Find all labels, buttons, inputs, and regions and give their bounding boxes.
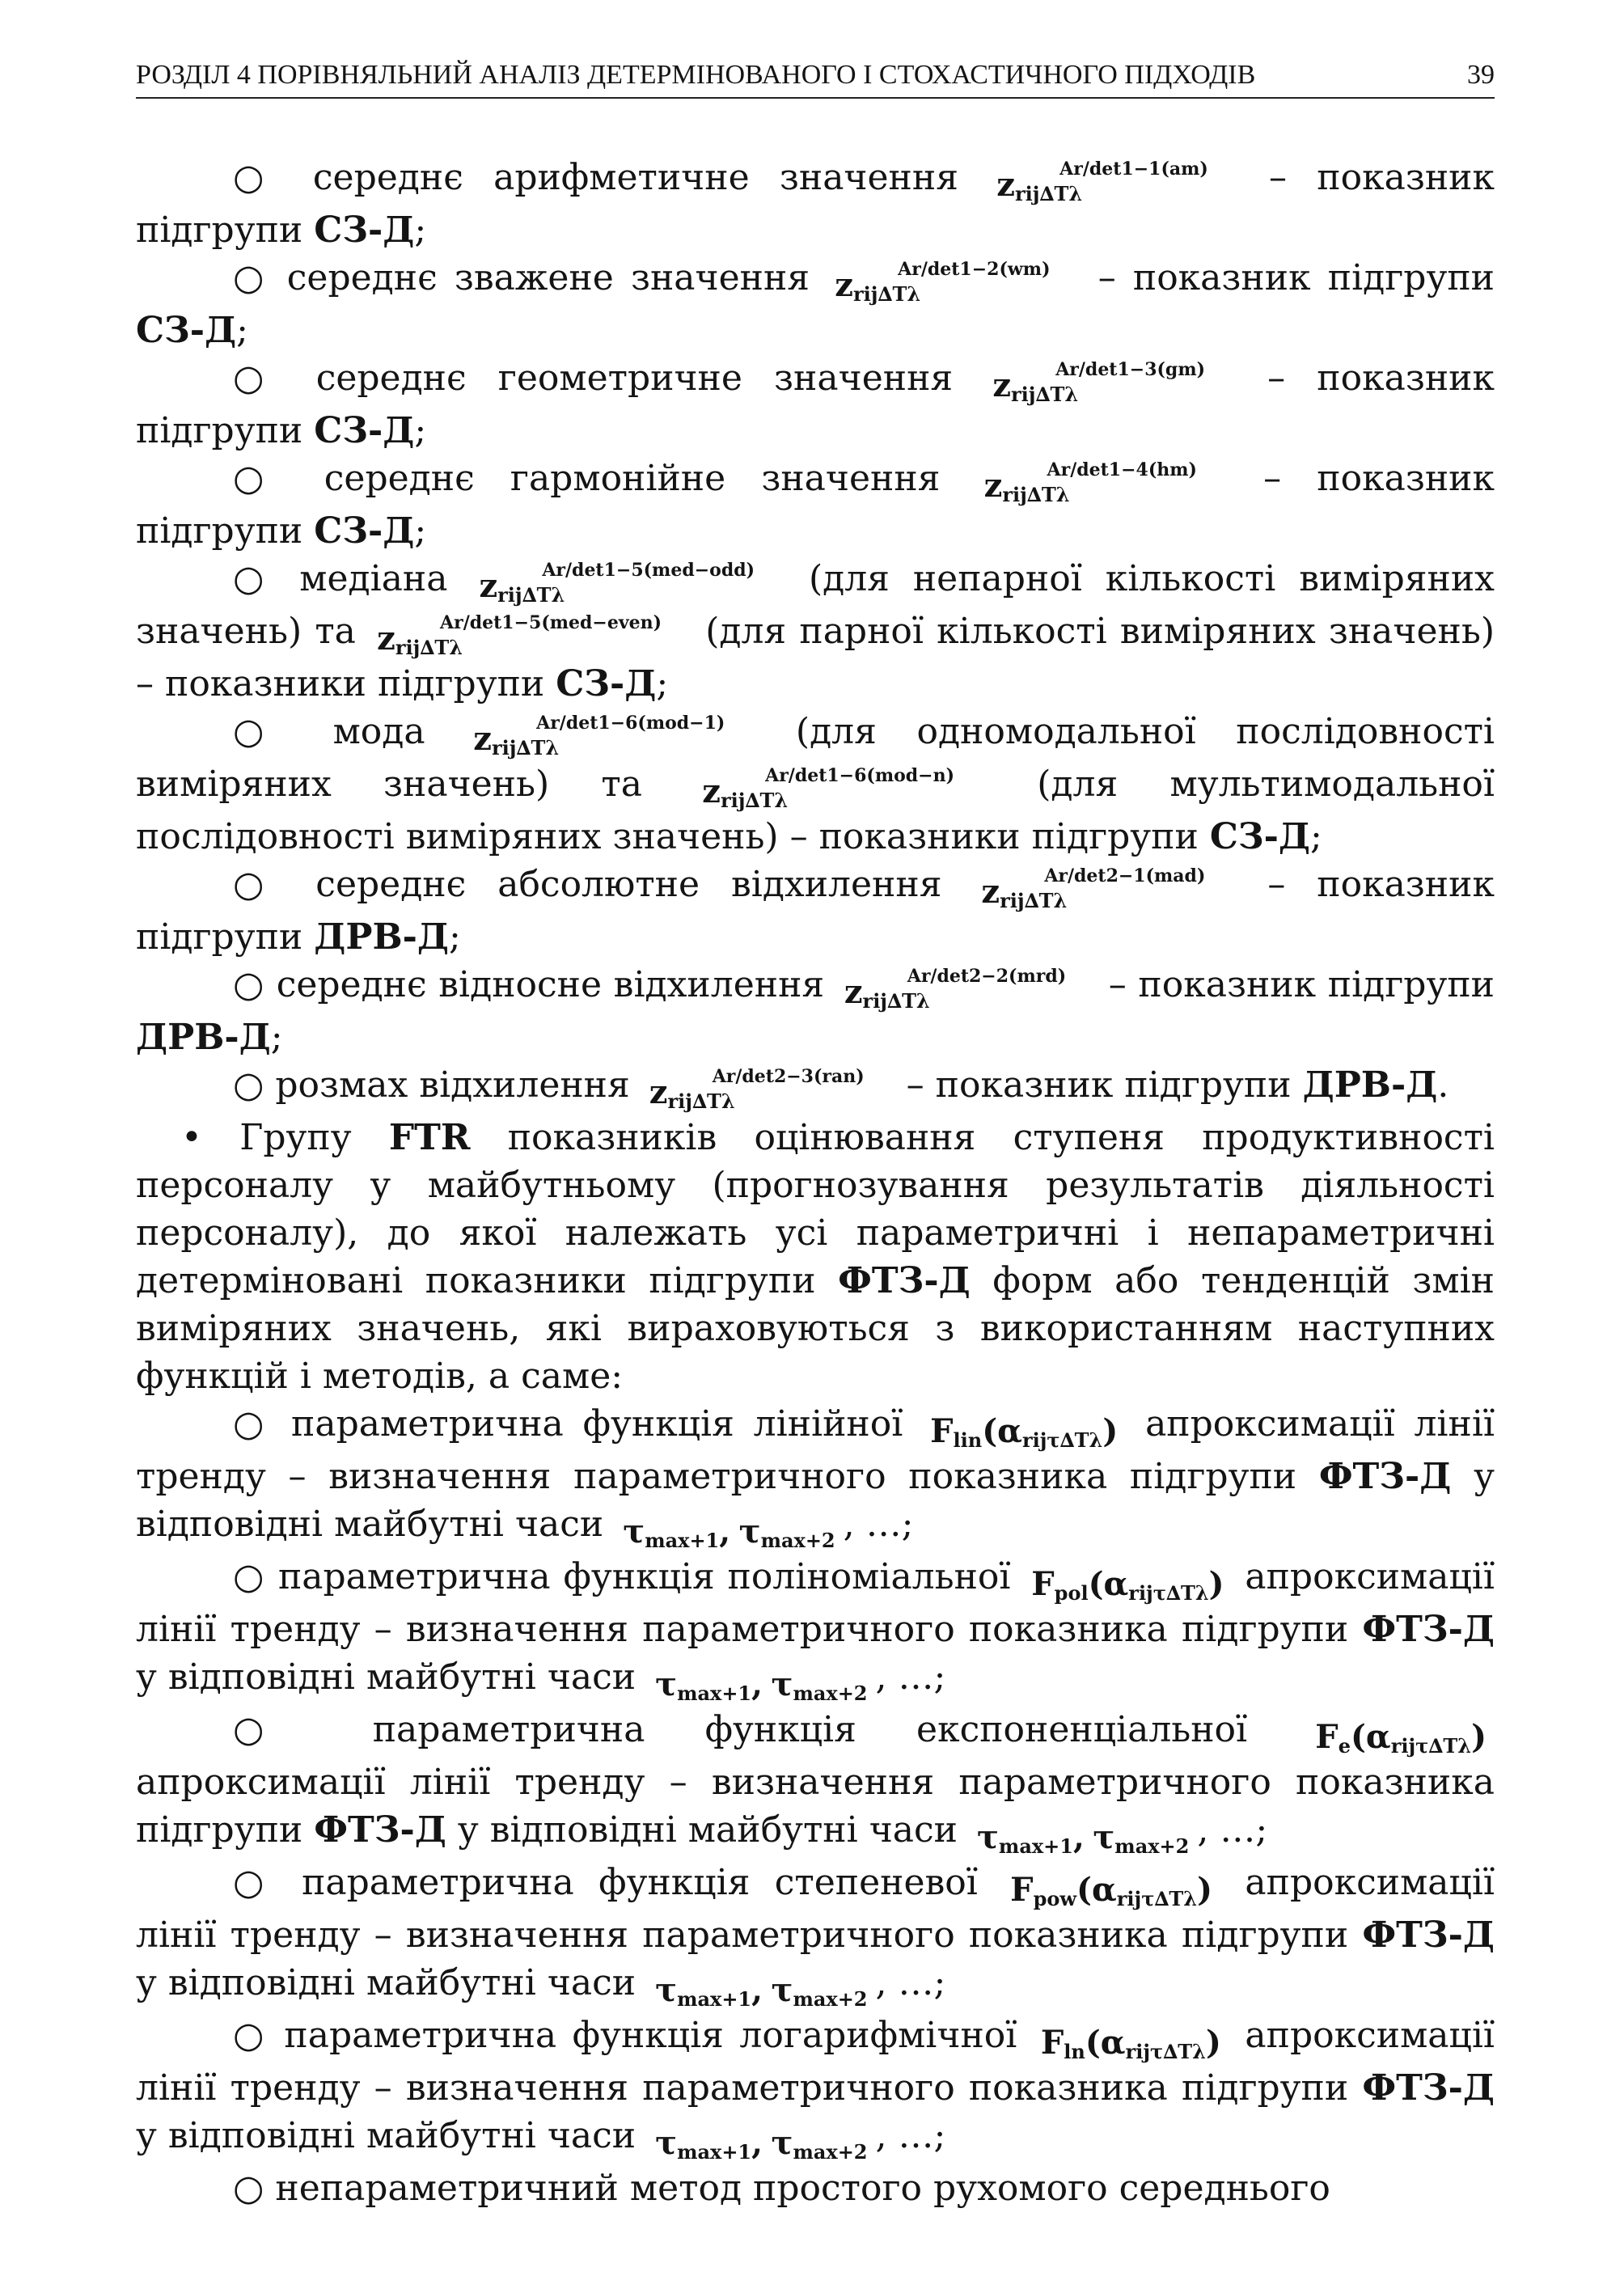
formula-sup: Ar/det1−5(med−even)	[440, 612, 662, 633]
item-text: апроксимації лінії тренду – визначення параметричного показника підгрупи	[136, 2015, 1495, 2109]
tau: τ	[771, 1971, 793, 2009]
punct: ;	[236, 310, 248, 351]
punct: ;	[270, 1017, 283, 1058]
item-text: у відповідні майбутні часи	[136, 1656, 636, 1698]
fn-arg: (α	[1350, 1718, 1391, 1756]
subgroup-label: ДРВ-Д	[314, 916, 450, 958]
running-header	[136, 60, 1495, 99]
formula-sub: rij∆Tλ	[497, 583, 565, 607]
item-text: ○ середнє гармонійне значення	[233, 458, 941, 499]
formula-sub: rij∆Tλ	[1002, 483, 1070, 506]
formula-sub: rij∆Tλ	[1014, 182, 1083, 205]
subgroup-label: СЗ-Д	[314, 510, 415, 552]
tau: τ	[655, 1971, 678, 2009]
tau-sub: max+2	[793, 2140, 868, 2164]
item-text: – показник підгрупи	[136, 357, 1495, 451]
item-text: ○ середнє абсолютне відхилення	[233, 864, 942, 905]
formula-sub: rij∆Tλ	[1000, 889, 1068, 912]
tau-sub: max+2	[793, 1682, 868, 1705]
formula-sup: Ar/det2−1(mad)	[1044, 865, 1206, 886]
formula	[473, 713, 747, 760]
fn-arg: (α	[1085, 2024, 1126, 2062]
item-weighted-mean	[136, 254, 1495, 354]
tau-sub: max+2	[1114, 1834, 1190, 1858]
tau-sub: max+1	[645, 1529, 720, 1552]
formula	[981, 865, 1228, 913]
punct: , …;	[875, 1656, 946, 1698]
function-power	[136, 1859, 1495, 2012]
sep: ,	[751, 1665, 763, 1703]
tau: τ	[738, 1512, 761, 1551]
formula-base: z	[844, 973, 863, 1011]
group-label: FTR	[388, 1117, 471, 1158]
subgroup-label: СЗ-Д	[314, 410, 415, 451]
sep: ,	[751, 2124, 763, 2162]
function-polynomial	[136, 1553, 1495, 1706]
item-simple-moving-average	[136, 2164, 1495, 2212]
item-harmonic-mean	[136, 455, 1495, 555]
formula-sup: Ar/det1−4(hm)	[1047, 459, 1197, 480]
fn-arg: (α	[982, 1412, 1022, 1450]
formula	[983, 459, 1220, 507]
punct: .	[1437, 1064, 1449, 1106]
formula-base: z	[702, 772, 721, 810]
tau: τ	[771, 1665, 793, 1703]
function-formula	[1010, 1871, 1213, 1911]
item-text: ○ мода	[233, 711, 425, 752]
formula	[649, 1066, 887, 1114]
formula-base: z	[649, 1073, 668, 1111]
punct: ;	[414, 209, 427, 251]
fn-arg-sub: rijτ∆Tλ	[1128, 1581, 1209, 1605]
header-title: РОЗДІЛ 4 ПОРІВНЯЛЬНИЙ АНАЛІЗ ДЕТЕРМІНОВАНОГО І СТОХАСТИЧНОГО ПІДХОДІВ	[136, 60, 1256, 90]
formula-base: z	[377, 620, 395, 658]
fn-close: )	[1208, 1565, 1224, 1603]
item-text: у відповідні майбутні часи	[457, 1809, 958, 1851]
item-text: – показник підгрупи	[136, 458, 1495, 552]
item-arithmetic-mean	[136, 154, 1495, 254]
formula-sup: Ar/det1−5(med−odd)	[542, 560, 755, 581]
punct: ;	[1309, 816, 1322, 857]
punct: ;	[414, 410, 427, 451]
formula-base: z	[983, 467, 1003, 505]
item-mode	[136, 708, 1495, 861]
punct: ;	[656, 663, 669, 704]
item-geometric-mean	[136, 354, 1495, 455]
item-text: у відповідні майбутні часи	[136, 2115, 636, 2156]
tau-sub: max+2	[793, 1987, 868, 2011]
item-text: ○ параметрична функція експоненціальної	[233, 1709, 1248, 1750]
subgroup-label: ФТЗ-Д	[838, 1260, 971, 1301]
fn-arg-sub: rijτ∆Tλ	[1390, 1734, 1472, 1758]
punct: , …;	[1197, 1809, 1268, 1851]
item-text: – показник підгрупи	[906, 1064, 1292, 1106]
item-mean-absolute-deviation	[136, 861, 1495, 961]
subgroup-label: ФТЗ-Д	[1362, 2067, 1495, 2109]
subgroup-label: СЗ-Д	[556, 663, 657, 704]
fn-sub: pow	[1033, 1887, 1077, 1910]
item-text: (для мультимодальної послідовності виміряних значень) – показники підгрупи	[136, 764, 1495, 857]
formula-sup: Ar/det1−1(am)	[1059, 159, 1208, 180]
fn-base: F	[1315, 1718, 1339, 1756]
bullet-text: показників оцінювання ступеня продуктивності персоналу у майбутньому (прогнозування результатів діяльності персоналу), до якої належать усі параметричні і непараметричні детерміновані показники підгрупи	[136, 1117, 1495, 1301]
item-range	[136, 1061, 1495, 1114]
item-text: – показник підгрупи	[136, 864, 1495, 958]
fn-sub: pol	[1054, 1581, 1089, 1605]
function-formula	[1031, 1565, 1224, 1606]
formula-sub: rij∆Tλ	[862, 989, 930, 1013]
item-text: ○ непараметричний метод простого рухомого середнього	[233, 2168, 1330, 2209]
item-text: ○ середнє геометричне значення	[233, 357, 954, 399]
formula-sup: Ar/det1−6(mod−n)	[765, 765, 955, 786]
item-text: ○ параметрична функція логарифмічної	[233, 2015, 1017, 2056]
subgroup-label: СЗ-Д	[1209, 816, 1310, 857]
item-text: (для непарної кількості виміряних значень) та	[136, 558, 1495, 652]
formula-base: z	[992, 366, 1012, 404]
fn-sub: lin	[953, 1428, 983, 1452]
item-text: – показник підгрупи	[136, 157, 1495, 251]
punct: , …;	[875, 2115, 946, 2156]
tau-sub: max+1	[998, 1834, 1073, 1858]
formula	[479, 560, 777, 607]
page-number: 39	[1467, 60, 1495, 90]
item-text: апроксимації лінії тренду – визначення параметричного показника підгрупи	[136, 1403, 1495, 1497]
tau: τ	[977, 1818, 999, 1856]
formula	[702, 765, 977, 813]
item-text: – показник підгрупи	[1097, 257, 1495, 298]
formula-sub: rij∆Tλ	[395, 636, 463, 659]
item-text: у відповідні майбутні часи	[136, 1962, 636, 2003]
formula	[996, 159, 1231, 206]
tau-sub: max+1	[677, 1987, 752, 2011]
function-exponential	[136, 1706, 1495, 1859]
fn-base: F	[1010, 1871, 1034, 1909]
sep: ,	[719, 1512, 731, 1551]
tau-sub: max+2	[760, 1529, 835, 1552]
subgroup-label: ФТЗ-Д	[1362, 1609, 1495, 1650]
sep: ,	[1072, 1818, 1085, 1856]
function-linear	[136, 1400, 1495, 1553]
punct: ;	[449, 916, 461, 958]
main-text	[136, 154, 1495, 2212]
formula-sup: Ar/det2−3(ran)	[712, 1066, 865, 1087]
punct: , …;	[843, 1504, 914, 1545]
fn-arg-sub: rijτ∆Tλ	[1125, 2040, 1206, 2063]
ftr-group-bullet	[136, 1114, 1495, 1400]
item-text: (для парної кількості виміряних значень) – показники підгрупи	[136, 611, 1495, 704]
subgroup-label: ФТЗ-Д	[314, 1809, 446, 1851]
formula-sub: rij∆Tλ	[667, 1089, 735, 1113]
tau-sub: max+1	[677, 1682, 752, 1705]
subgroup-label: ФТЗ-Д	[1318, 1456, 1452, 1497]
bullet-text: форм або тенденцій змін виміряних значень, які вираховуються з використанням наступних функцій і методів, а саме:	[136, 1260, 1495, 1397]
item-text: (для одномодальної послідовності виміряних значень) та	[136, 711, 1495, 805]
bullet-text: • Групу	[181, 1117, 352, 1158]
fn-sub: e	[1338, 1734, 1351, 1758]
fn-sub: ln	[1064, 2040, 1085, 2063]
formula	[844, 966, 1089, 1013]
tau: τ	[655, 2124, 678, 2162]
item-text: апроксимації лінії тренду – визначення параметричного показника підгрупи	[136, 1862, 1495, 1956]
formula-base: z	[981, 873, 1000, 911]
function-formula	[930, 1412, 1119, 1453]
tau: τ	[1093, 1818, 1115, 1856]
tau-formula	[655, 1665, 868, 1706]
item-text: ○ середнє арифметичне значення	[233, 157, 958, 198]
formula-base: z	[996, 166, 1015, 204]
fn-arg: (α	[1088, 1565, 1129, 1603]
formula-sup: Ar/det1−2(wm)	[898, 259, 1051, 280]
item-text: апроксимації лінії тренду – визначення параметричного показника підгрупи	[136, 1556, 1495, 1650]
fn-close: )	[1205, 2024, 1221, 2062]
item-text: апроксимації лінії тренду – визначення параметричного показника підгрупи	[136, 1762, 1495, 1851]
formula-sub: rij∆Tλ	[491, 736, 560, 759]
fn-base: F	[1040, 2024, 1064, 2062]
subgroup-label: СЗ-Д	[314, 209, 415, 251]
item-text: ○ медіана	[233, 558, 448, 599]
function-formula	[1315, 1718, 1487, 1758]
tau-formula	[977, 1818, 1190, 1859]
tau: τ	[623, 1512, 645, 1551]
tau: τ	[771, 2124, 793, 2162]
formula	[835, 259, 1072, 307]
formula-base: z	[835, 266, 853, 304]
formula-sub: rij∆Tλ	[720, 789, 789, 812]
fn-base: F	[930, 1412, 954, 1450]
item-median	[136, 555, 1495, 708]
fn-close: )	[1197, 1871, 1213, 1909]
formula-sub: rij∆Tλ	[1011, 383, 1079, 406]
function-logarithmic	[136, 2012, 1495, 2164]
formula	[377, 612, 684, 660]
item-text: ○ середнє зважене значення	[233, 257, 810, 298]
tau-sub: max+1	[677, 2140, 752, 2164]
formula-base: z	[473, 720, 492, 758]
item-mean-relative-deviation	[136, 961, 1495, 1061]
formula-sup: Ar/det2−2(mrd)	[907, 966, 1067, 987]
formula-sup: Ar/det1−3(gm)	[1055, 359, 1205, 380]
sep: ,	[751, 1971, 763, 2009]
formula-base: z	[479, 567, 498, 605]
punct: ;	[414, 510, 427, 552]
tau: τ	[655, 1665, 678, 1703]
fn-close: )	[1471, 1718, 1487, 1756]
formula-sup: Ar/det1−6(mod−1)	[536, 713, 725, 734]
fn-arg-sub: rijτ∆Tλ	[1116, 1887, 1198, 1910]
fn-arg: (α	[1076, 1871, 1117, 1909]
fn-base: F	[1031, 1565, 1055, 1603]
item-text: ○ середнє відносне відхилення	[233, 964, 825, 1005]
tau-formula	[655, 1971, 868, 2012]
formula-sub: rij∆Tλ	[852, 282, 921, 306]
tau-formula	[623, 1512, 835, 1553]
subgroup-label: ФТЗ-Д	[1362, 1914, 1495, 1956]
item-text: у відповідні майбутні часи	[136, 1456, 1495, 1545]
item-text: ○ параметрична функція поліноміальної	[233, 1556, 1011, 1597]
item-text: – показник підгрупи	[1108, 964, 1495, 1005]
fn-close: )	[1102, 1412, 1119, 1450]
formula	[992, 359, 1228, 407]
subgroup-label: ДРВ-Д	[136, 1017, 271, 1058]
item-text: ○ розмах відхилення	[233, 1064, 630, 1106]
item-text: ○ параметрична функція лінійної	[233, 1403, 903, 1445]
punct: , …;	[875, 1962, 946, 2003]
fn-arg-sub: rijτ∆Tλ	[1021, 1428, 1103, 1452]
subgroup-label: ДРВ-Д	[1302, 1064, 1438, 1106]
subgroup-label: СЗ-Д	[136, 310, 237, 351]
tau-formula	[655, 2124, 868, 2164]
item-text: ○ параметрична функція степеневої	[233, 1862, 978, 1903]
function-formula	[1040, 2024, 1221, 2064]
